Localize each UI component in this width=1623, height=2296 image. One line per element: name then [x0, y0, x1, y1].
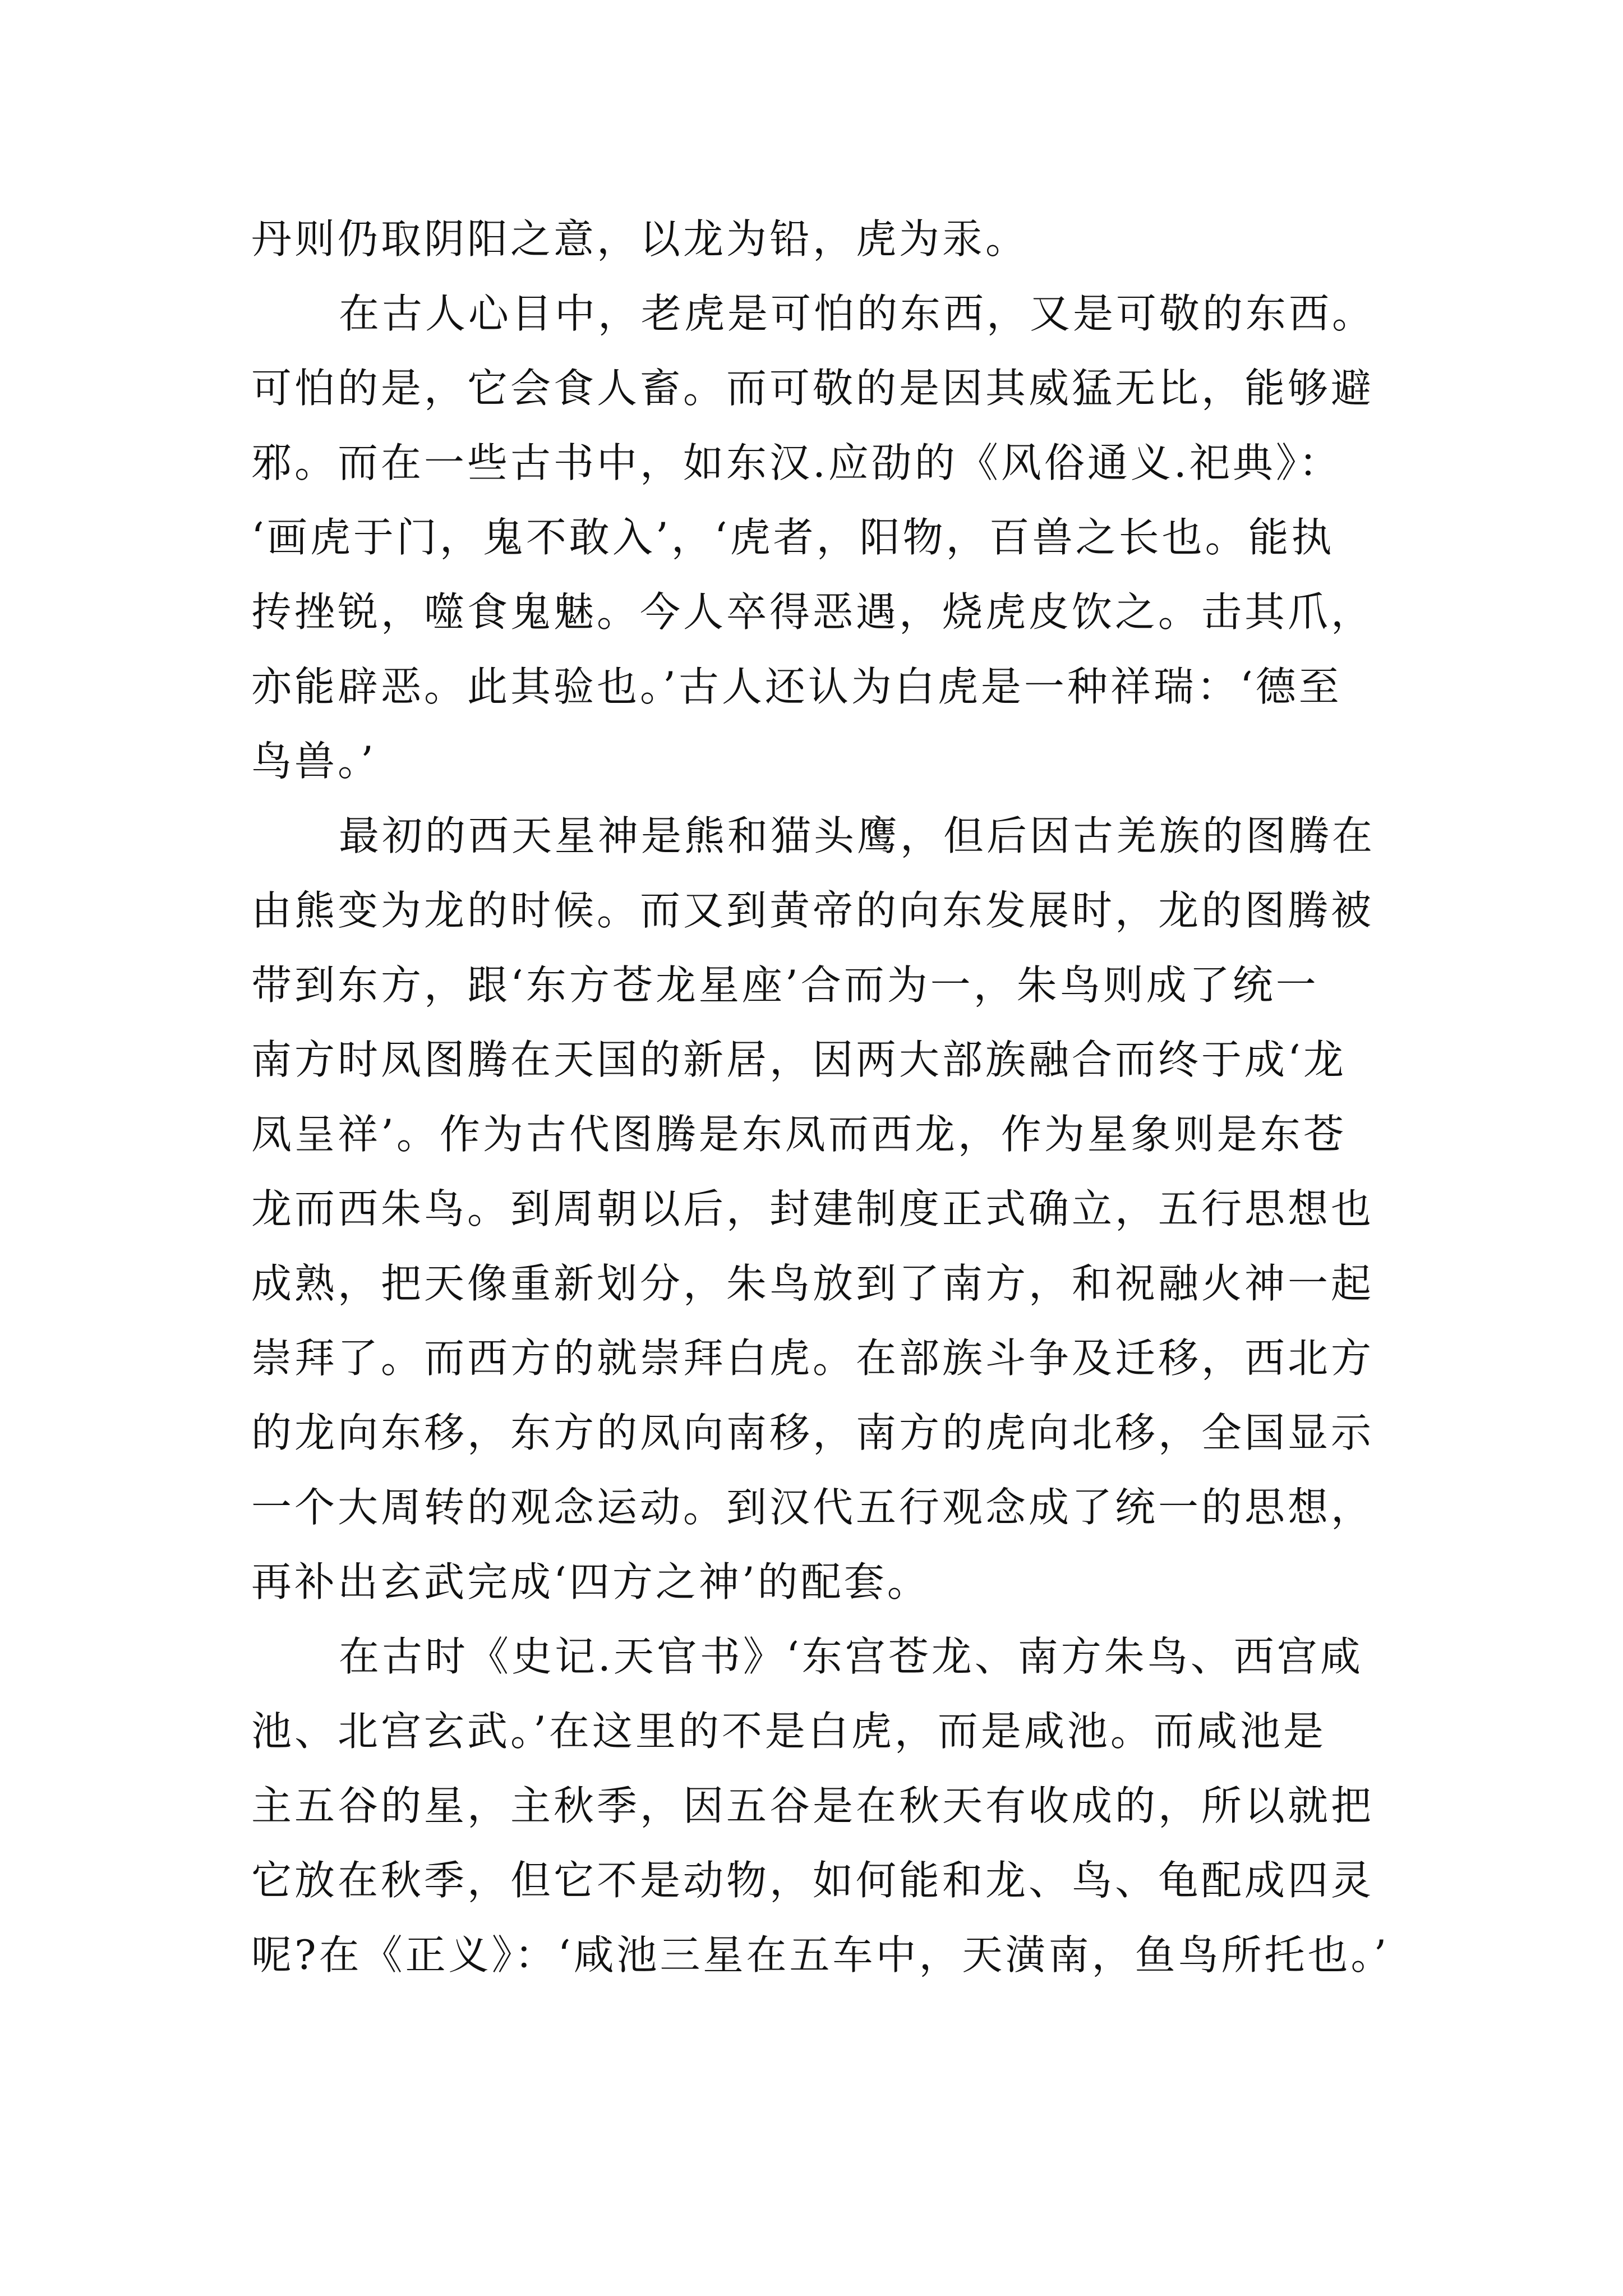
text-line: 鸟兽。’	[251, 738, 376, 785]
text-line: ‘画虎于门，鬼不敢入’，‘虎者，阳物，百兽之长也。能执	[251, 514, 1335, 561]
text-line: 带到东方，跟‘东方苍龙星座’合而为一，朱鸟则成了统一	[251, 961, 1319, 1009]
text-line: 龙而西朱鸟。到周朝以后，封建制度正式确立，五行思想也	[251, 1185, 1375, 1232]
text-line: 的龙向东移，东方的凤向南移，南方的虎向北移，全国显示	[251, 1409, 1375, 1456]
text-line: 主五谷的星，主秋季，因五谷是在秋天有收成的，所以就把	[251, 1782, 1375, 1829]
text-line: 凤呈祥’。作为古代图腾是东凤而西龙，作为星象则是东苍	[251, 1111, 1347, 1158]
text-line: 再补出玄武完成‘四方之神’的配套。	[251, 1558, 930, 1605]
text-line: 崇拜了。而西方的就崇拜白虎。在部族斗争及迁移，西北方	[251, 1335, 1375, 1382]
text-line: 抟挫锐，噬食鬼魅。今人卒得恶遇，烧虎皮饮之。击其爪，	[251, 588, 1375, 636]
text-line: 成熟，把天像重新划分，朱鸟放到了南方，和祝融火神一起	[251, 1260, 1375, 1307]
text-line: 亦能辟恶。此其验也。’古人还认为白虎是一种祥瑞：‘德至	[251, 663, 1342, 710]
text-line: 可怕的是，它会食人畜。而可敬的是因其威猛无比，能够避	[251, 365, 1375, 412]
text-line: 一个大周转的观念运动。到汉代五行观念成了统一的思想，	[251, 1484, 1375, 1531]
text-line: 在古时《史记.天官书》‘东宫苍龙、南方朱鸟、西宫咸	[339, 1633, 1363, 1680]
text-line: 最初的西天星神是熊和猫头鹰，但后因古羌族的图腾在	[339, 812, 1376, 859]
text-line: 丹则仍取阴阳之意，以龙为铅，虎为汞。	[251, 215, 1029, 263]
text-line: 由熊变为龙的时候。而又到黄帝的向东发展时，龙的图腾被	[251, 887, 1375, 934]
text-line: 池、北宫玄武。’在这里的不是白虎，而是咸池。而咸池是	[251, 1708, 1326, 1755]
text-line: 呢?在《正义》：‘咸池三星在五车中，天潢南，鱼鸟所托也。’	[251, 1931, 1390, 1978]
text-line: 在古人心目中，老虎是可怕的东西，又是可敬的东西。	[339, 290, 1376, 337]
text-line: 它放在秋季，但它不是动物，如何能和龙、鸟、龟配成四灵	[251, 1857, 1375, 1904]
text-line: 邪。而在一些古书中，如东汉.应劭的《风俗通义.祀典》：	[251, 439, 1342, 486]
body-text	[251, 202, 1429, 1993]
text-line: 南方时凤图腾在天国的新居，因两大部族融合而终于成‘龙	[251, 1036, 1347, 1083]
